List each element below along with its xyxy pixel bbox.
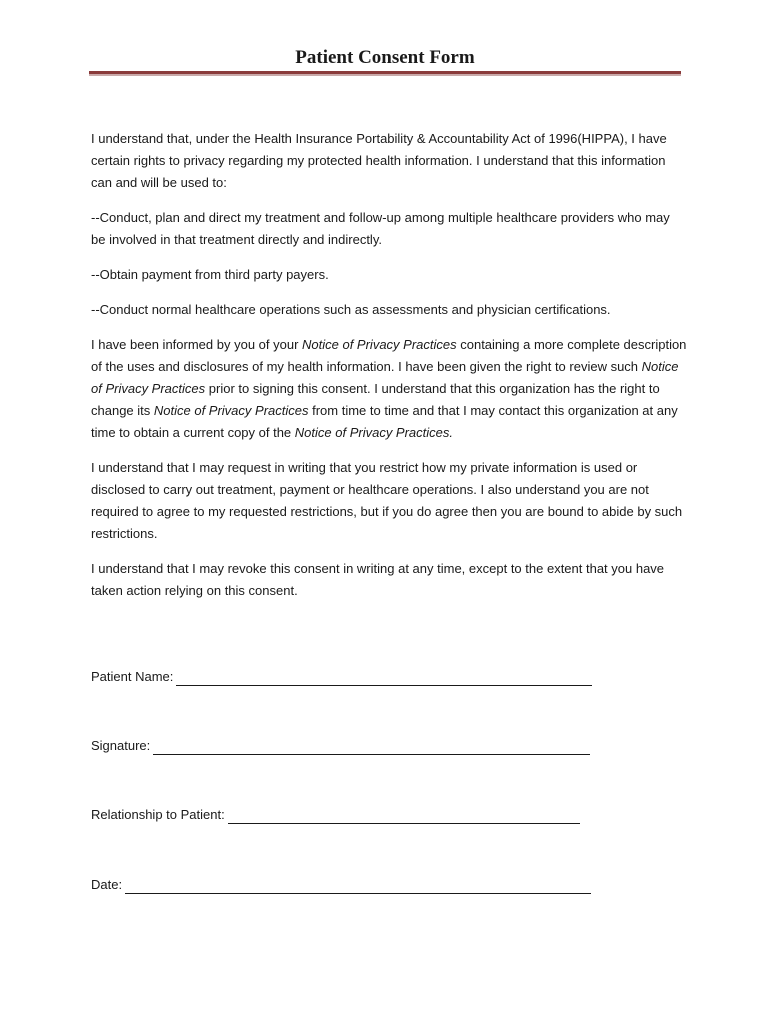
- notice-title: Notice of Privacy Practices: [302, 337, 457, 352]
- signature-line[interactable]: [153, 740, 590, 755]
- relationship-label: Relationship to Patient:: [91, 807, 225, 822]
- text-run: containing a more complete description of the uses and disclosures of my health information. I have been given the right to review such: [91, 337, 687, 374]
- text-run: I have been informed by you of your: [91, 337, 303, 352]
- text-run: prior to signing this consent. I understand that this organization has the right to change its: [91, 381, 660, 418]
- patient-name-label: Patient Name:: [91, 669, 174, 684]
- date-field: [91, 876, 591, 894]
- use-treatment-paragraph: --Conduct, plan and direct my treatment and follow-up among multiple healthcare providers who may be involved in that treatment directly and indirectly.: [91, 210, 670, 247]
- restriction-paragraph: I understand that I may request in writing that you restrict how my private information is used or disclosed to carry out treatment, payment or healthcare operations. I also understand you are not required to agree to my requested restrictions, but if you do agree then you are bound to abide by such restrictions.: [91, 460, 683, 541]
- date-line[interactable]: [125, 879, 591, 894]
- signature-label: Signature:: [91, 738, 151, 753]
- privacy-notice-paragraph: [91, 334, 687, 444]
- page-title: Patient Consent Form: [295, 47, 475, 68]
- relationship-field: [91, 806, 580, 824]
- notice-title: Notice of Privacy Practices: [91, 359, 679, 396]
- signature-field: [91, 737, 590, 755]
- revoke-paragraph: I understand that I may revoke this consent in writing at any time, except to the extent that you have taken action relying on this consent.: [91, 561, 665, 598]
- notice-title: Notice of Privacy Practices.: [294, 425, 453, 440]
- notice-title: Notice of Privacy Practices: [153, 403, 309, 418]
- patient-name-field: [91, 668, 592, 686]
- date-label: Date:: [91, 877, 123, 892]
- relationship-line[interactable]: [228, 809, 580, 824]
- text-run: from time to time and that I may contact this organization at any time to obtain a current copy of the: [91, 403, 678, 440]
- use-operations-paragraph: --Conduct normal healthcare operations such as assessments and physician certifications.: [91, 302, 611, 317]
- patient-name-line[interactable]: [176, 671, 592, 686]
- intro-paragraph: I understand that, under the Health Insurance Portability & Accountability Act of 1996(HIPPA), I have certain rights to privacy regarding my protected health information. I understand that this information can and will be used to:: [91, 131, 667, 190]
- title-divider: [89, 71, 681, 74]
- use-payment-paragraph: --Obtain payment from third party payers.: [91, 267, 329, 282]
- form-body: [91, 128, 687, 615]
